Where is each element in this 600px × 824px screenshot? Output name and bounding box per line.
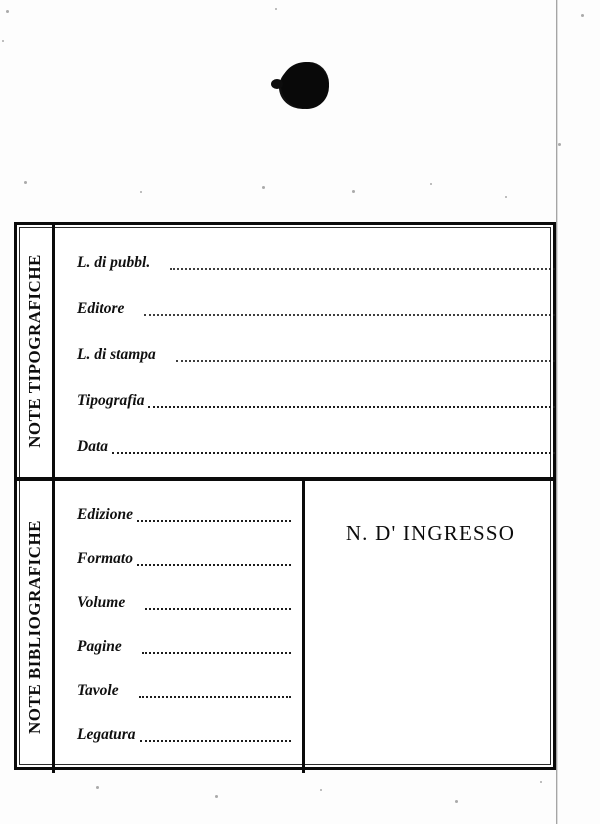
dust-speck <box>24 181 27 184</box>
field-label: Edizione <box>77 506 133 523</box>
dust-speck <box>320 789 322 791</box>
scan-edge-line-shadow <box>557 0 558 824</box>
fields-note-tipografiche <box>55 225 553 477</box>
spine-text: NOTE BIBLIOGRAFICHE <box>24 519 44 735</box>
dust-speck <box>581 14 584 17</box>
fields-note-bibliografiche <box>55 481 305 773</box>
ingresso-title: N. D' INGRESSO <box>345 521 516 545</box>
dust-speck <box>262 186 265 189</box>
catalogue-card <box>14 222 556 770</box>
spine-text: NOTE TIPOGRAFICHE <box>24 254 44 448</box>
field-row-tavole[interactable] <box>77 683 291 701</box>
field-row-pagine[interactable] <box>77 639 291 657</box>
field-dotted-line[interactable] <box>137 519 291 522</box>
field-dotted-line[interactable] <box>112 451 555 454</box>
dust-speck <box>215 795 218 798</box>
field-dotted-line[interactable] <box>170 267 555 270</box>
dust-speck <box>275 8 277 10</box>
section-note-bibliografiche <box>17 481 553 773</box>
spine-label-note-bibliografiche <box>17 481 55 773</box>
dust-speck <box>6 10 9 13</box>
field-dotted-line[interactable] <box>176 359 555 362</box>
dust-speck <box>352 190 355 193</box>
field-label: Data <box>77 438 108 455</box>
field-row-legatura[interactable] <box>77 727 291 745</box>
dust-speck <box>505 196 507 198</box>
field-label: Tipografia <box>77 392 145 409</box>
field-label: L. di stampa <box>77 346 156 363</box>
ink-blot <box>281 62 329 109</box>
field-row-tipografia[interactable] <box>77 393 555 411</box>
field-row-luogo-pubblicazione[interactable] <box>77 255 555 273</box>
field-dotted-line[interactable] <box>139 695 291 698</box>
dust-speck <box>96 786 99 789</box>
field-label: Editore <box>77 300 125 317</box>
dust-speck <box>558 143 561 146</box>
field-label: Volume <box>77 594 126 611</box>
field-dotted-line[interactable] <box>140 739 291 742</box>
ingresso-box[interactable] <box>308 481 553 773</box>
field-label: Tavole <box>77 682 119 699</box>
field-dotted-line[interactable] <box>137 563 291 566</box>
dust-speck <box>455 800 458 803</box>
field-row-luogo-stampa[interactable] <box>77 347 555 365</box>
field-label: L. di pubbl. <box>77 254 151 271</box>
field-row-editore[interactable] <box>77 301 555 319</box>
dust-speck <box>2 40 4 42</box>
dust-speck <box>430 183 432 185</box>
dust-speck <box>540 781 542 783</box>
field-dotted-line[interactable] <box>144 313 555 316</box>
field-row-volume[interactable] <box>77 595 291 613</box>
field-dotted-line[interactable] <box>142 651 291 654</box>
spine-label-note-tipografiche <box>17 225 55 477</box>
field-row-formato[interactable] <box>77 551 291 569</box>
section-note-tipografiche <box>17 225 553 481</box>
field-dotted-line[interactable] <box>148 405 555 408</box>
field-dotted-line[interactable] <box>145 607 291 610</box>
field-row-data[interactable] <box>77 439 555 457</box>
field-label: Pagine <box>77 638 122 655</box>
field-label: Formato <box>77 550 133 567</box>
field-row-edizione[interactable] <box>77 507 291 525</box>
dust-speck <box>140 191 142 193</box>
field-label: Legatura <box>77 726 136 743</box>
